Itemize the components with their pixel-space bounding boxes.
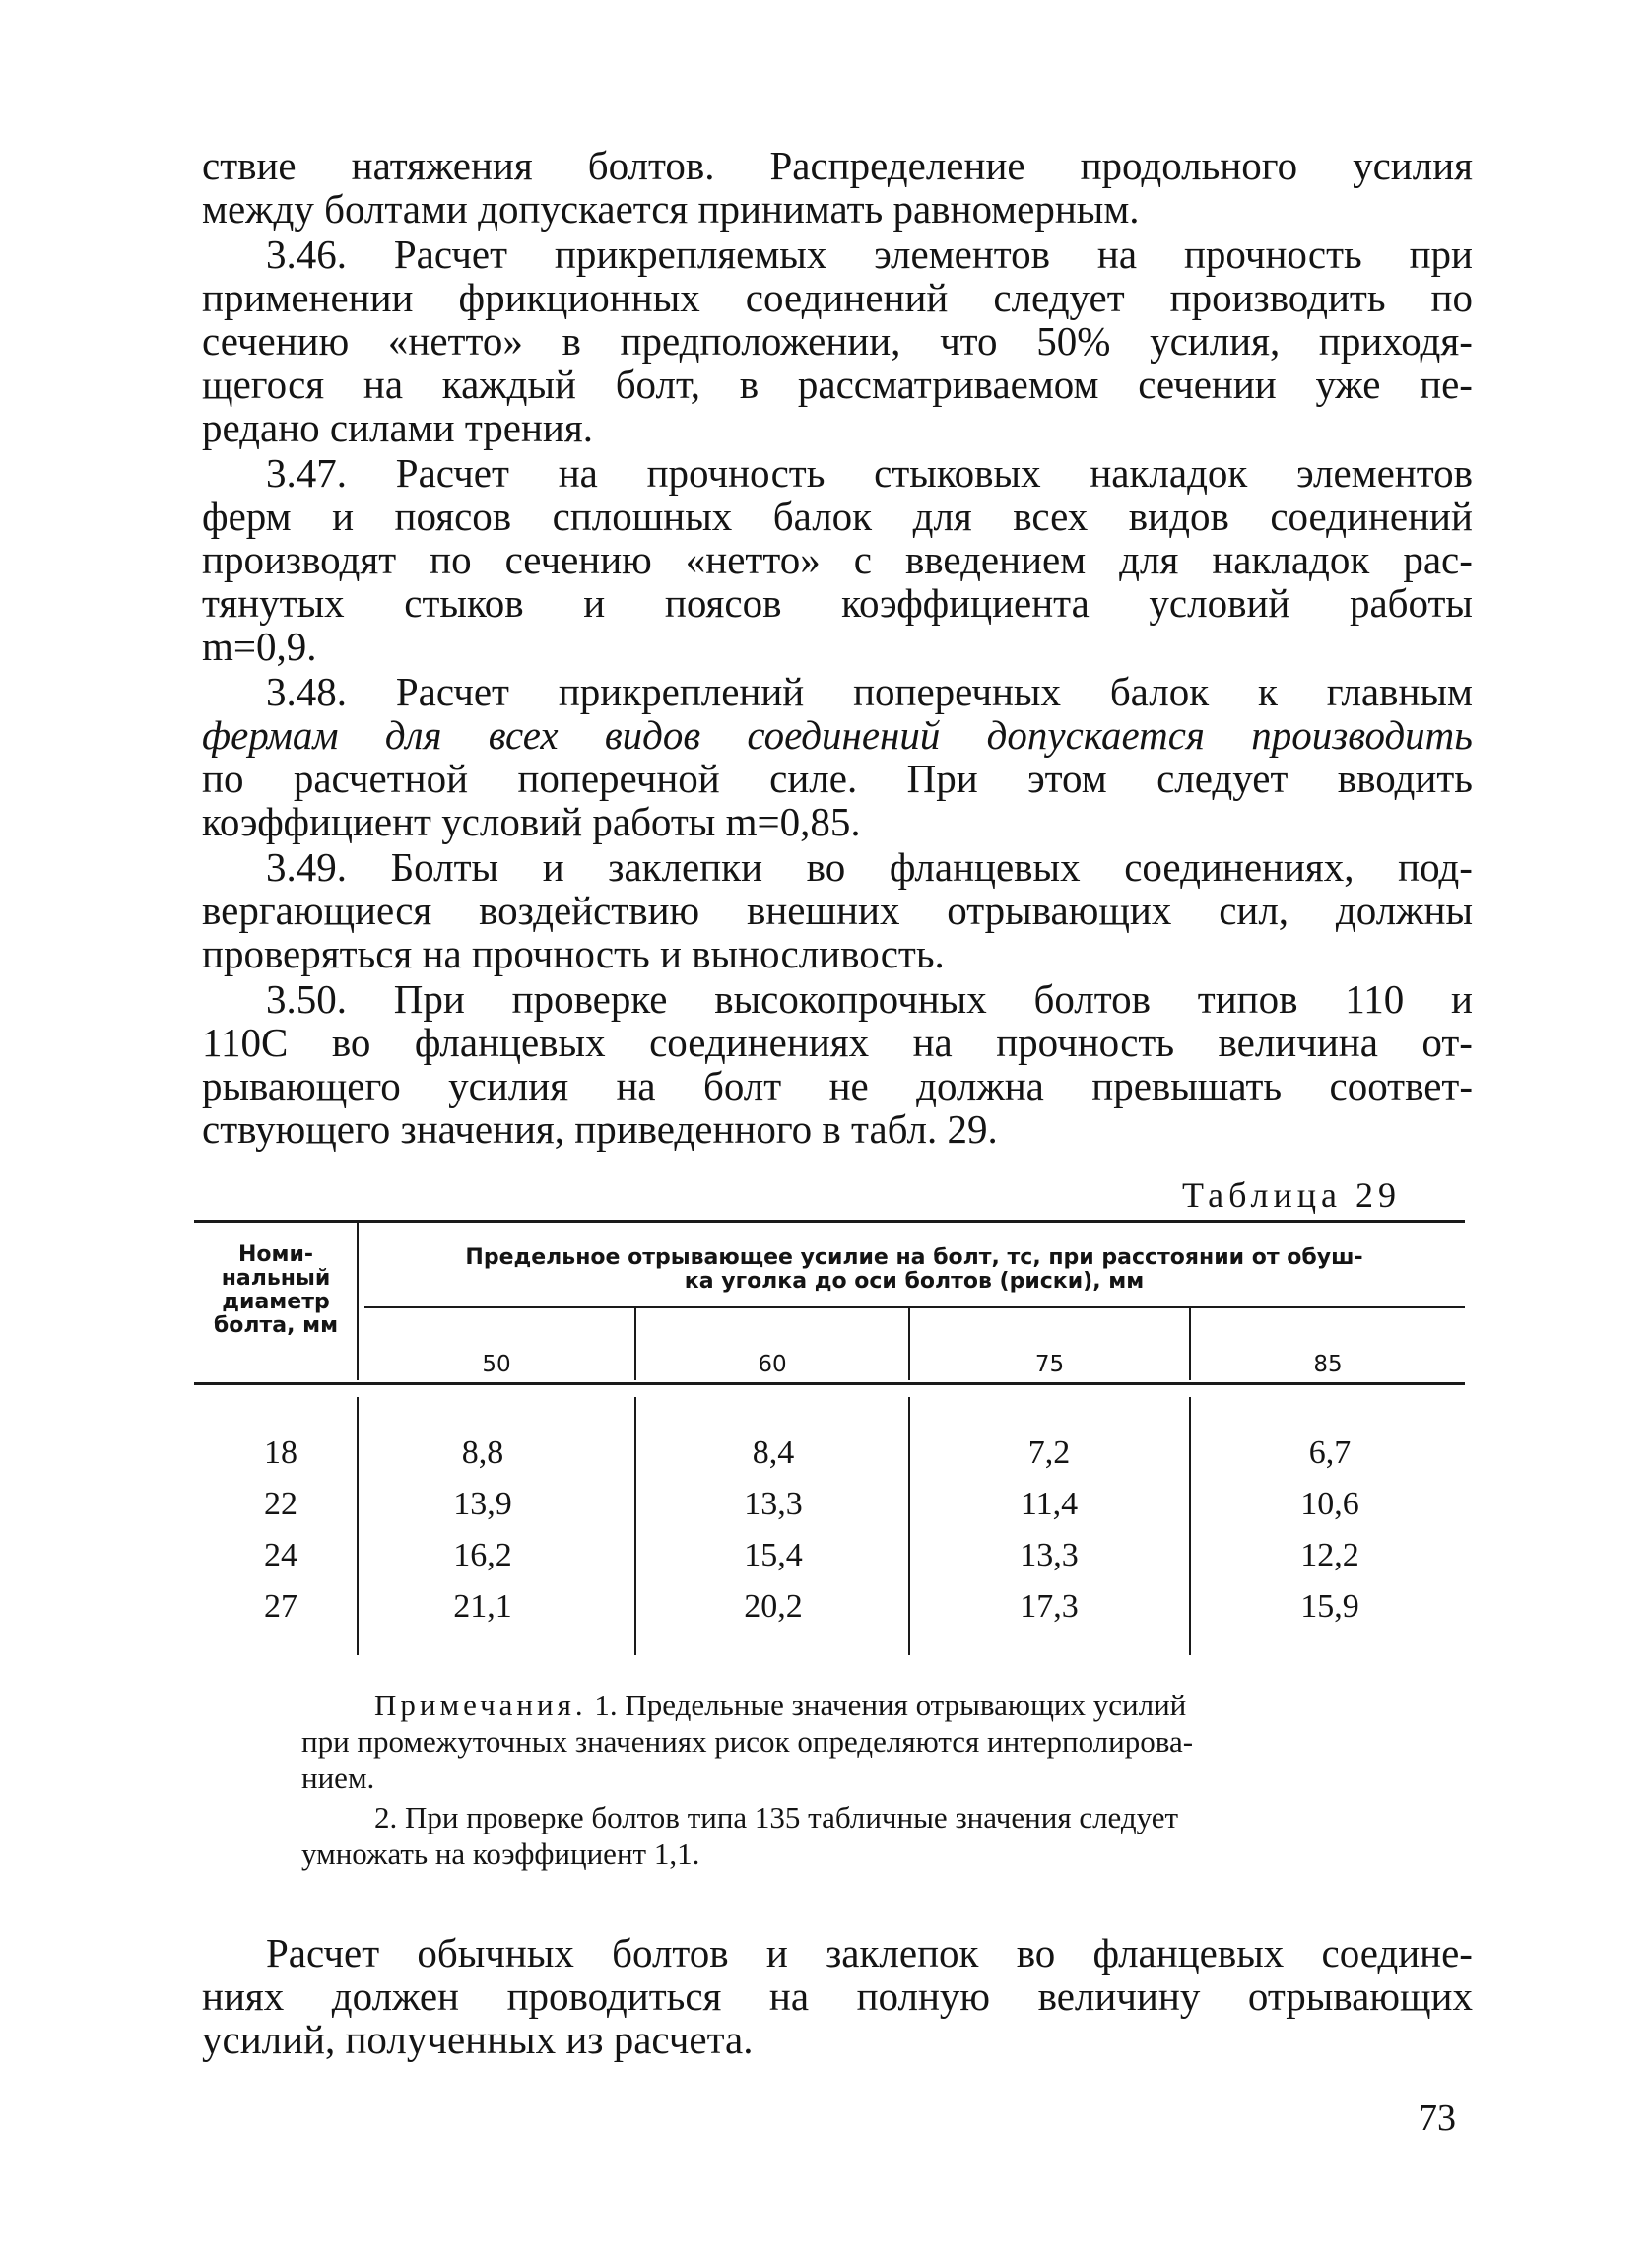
table-cell-diameter: 18	[264, 1434, 297, 1471]
text-line: Расчет обычных болтов и заклепок во фланцевых соедине-	[266, 1930, 1473, 1975]
table-cell: 15,4	[744, 1537, 803, 1573]
notes-text: 1. Предельные значения отрывающих усилий	[594, 1688, 1187, 1722]
table-column-header: 75	[1034, 1352, 1065, 1377]
notes-line: при промежуточных значениях рисок определяются интерполирова-	[301, 1724, 1194, 1759]
text-line: ниях должен проводиться на полную величину отрывающих	[202, 1973, 1473, 2019]
table-column-rule	[357, 1397, 359, 1655]
table-cell: 6,7	[1308, 1434, 1352, 1471]
notes-line: 2. При проверке болтов типа 135 табличные значения следует	[374, 1800, 1179, 1834]
text-line: 3.50. При проверке высокопрочных болтов типов 110 и	[266, 976, 1473, 1022]
table-column-header: 50	[482, 1352, 511, 1377]
table-cell: 21,1	[453, 1588, 512, 1625]
notes-line: умножать на коэффициент 1,1.	[301, 1836, 700, 1871]
notes-line	[374, 1687, 1186, 1723]
table-cell-diameter: 22	[264, 1486, 297, 1522]
text-line: сечению «нетто» в предположении, что 50% усилия, приходя-	[202, 318, 1473, 364]
table-column-rule	[1189, 1397, 1191, 1655]
page-number: 73	[1419, 2098, 1456, 2139]
table-column-rule	[357, 1223, 359, 1380]
text-line: коэффициент условий работы m=0,85.	[202, 799, 861, 844]
text-line: ферм и поясов сплошных балок для всех видов соединений	[202, 494, 1473, 539]
text-line: фермам для всех видов соединений допускается производить	[202, 712, 1473, 758]
text-line: 3.49. Болты и заклепки во фланцевых соединениях, под-	[266, 844, 1473, 890]
text-line: по расчетной поперечной силе. При этом следует вводить	[202, 756, 1473, 801]
table-row-header: Номи- нальный диаметр болта, мм	[213, 1242, 339, 1338]
table-cell: 7,2	[1027, 1434, 1071, 1471]
table-cell: 10,6	[1300, 1486, 1359, 1522]
text-line: усилий, полученных из расчета.	[202, 2017, 754, 2062]
text-line: редано силами трения.	[202, 405, 593, 450]
notes-label: Примечания.	[374, 1688, 587, 1722]
text-line: производят по сечению «нетто» с введением для накладок рас-	[202, 537, 1473, 582]
text-line: 3.46. Расчет прикрепляемых элементов на прочность при	[266, 232, 1473, 277]
table-column-header: 85	[1313, 1352, 1343, 1377]
text-line: m=0,9.	[202, 624, 317, 669]
table-cell: 15,9	[1300, 1588, 1359, 1625]
table-cell: 8,4	[752, 1434, 795, 1471]
table-top-rule	[194, 1220, 1465, 1223]
text-line: 3.48. Расчет прикреплений поперечных балок к главным	[266, 669, 1473, 714]
text-line: ствующего значения, приведенного в табл. 29.	[202, 1106, 998, 1152]
table-cell: 12,2	[1300, 1537, 1359, 1573]
table-caption: Таблица 29	[1182, 1175, 1401, 1215]
text-line: 110С во фланцевых соединениях на прочность величина от-	[202, 1020, 1473, 1065]
text-line: проверяться на прочность и выносливость.	[202, 931, 945, 976]
table-header-bottom-rule	[194, 1382, 1465, 1385]
text-line: вергающиеся воздействию внешних отрывающих сил, должны	[202, 888, 1473, 933]
text-line: 3.47. Расчет на прочность стыковых накладок элементов	[266, 450, 1473, 496]
text-line: применении фрикционных соединений следует производить по	[202, 275, 1473, 320]
table-cell: 13,3	[1020, 1537, 1079, 1573]
table-cell: 20,2	[744, 1588, 803, 1625]
text-line: ствие натяжения болтов. Распределение продольного усилия	[202, 143, 1473, 188]
table-cell: 17,3	[1020, 1588, 1079, 1625]
text-line: тянутых стыков и поясов коэффициента условий работы	[202, 580, 1473, 626]
table-column-rule	[908, 1397, 910, 1655]
table-cell: 11,4	[1020, 1486, 1079, 1522]
text-line: щегося на каждый болт, в рассматриваемом сечении уже пе-	[202, 362, 1473, 407]
table-cell: 13,9	[453, 1486, 512, 1522]
table-cell-diameter: 27	[264, 1588, 297, 1625]
table-header-split-rule	[364, 1306, 1465, 1308]
table-cell-diameter: 24	[264, 1537, 297, 1573]
table-cell: 8,8	[461, 1434, 504, 1471]
text-line: рывающего усилия на болт не должна превышать соответ-	[202, 1063, 1473, 1108]
table-column-rule	[634, 1397, 636, 1655]
table-cell: 13,3	[744, 1486, 803, 1522]
table-cell: 16,2	[453, 1537, 512, 1573]
table-group-header: Предельное отрывающее усилие на болт, тс, при расстоянии от обуш- ка уголка до оси болтов (риски), мм	[465, 1245, 1363, 1294]
table-column-header: 60	[758, 1352, 787, 1377]
notes-line: нием.	[301, 1761, 375, 1795]
text-line: между болтами допускается принимать равномерным.	[202, 186, 1140, 232]
